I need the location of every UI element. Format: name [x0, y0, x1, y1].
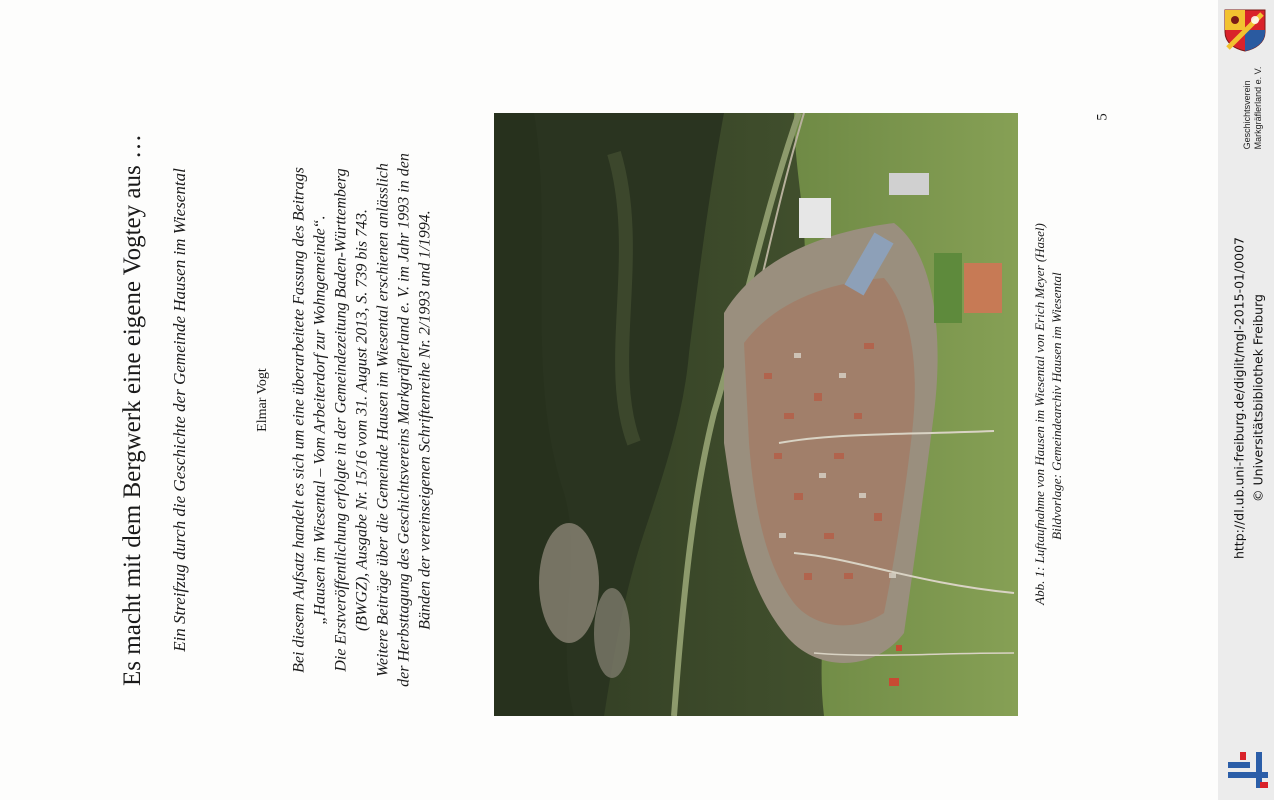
caption-line: Abb. 1: Luftaufnahme von Hausen im Wiesental von Erich Meyer (Hasel) [1032, 223, 1047, 605]
figure-caption [1031, 223, 1065, 605]
aerial-photo [494, 113, 1018, 716]
association-name [1242, 67, 1264, 150]
ub-freiburg-logo-icon [1226, 748, 1270, 790]
article-title: Es macht mit dem Bergwerk eine eigene Vogtey aus … [119, 134, 146, 686]
article-intro [289, 153, 436, 687]
intro-line: (BWGZ), Ausgabe Nr. 15/16 vom 31. August 2013, S. 739 bis 743. [353, 208, 371, 632]
coat-of-arms-icon [1222, 8, 1268, 52]
permalink[interactable]: http://dl.ub.uni-freiburg.de/diglit/mgl-2015-01/0007 [1231, 236, 1247, 560]
intro-line: Bänden der vereinseigenen Schriftenreihe Nr. 2/1993 und 1/1994. [416, 210, 434, 630]
article-author: Elmar Vogt [255, 368, 270, 432]
caption-source: Bildvorlage: Gemeindearchiv Hausen im Wiesental [1049, 272, 1064, 540]
intro-line: „Hausen im Wiesental – Vom Arbeiterdorf zur Wohngemeinde“. [311, 215, 329, 625]
copyright-notice: © Universitätsbibliothek Freiburg [1250, 294, 1266, 502]
intro-line: Weitere Beiträge über die Gemeinde Hausen im Wiesental erschienen anlässlich [374, 163, 392, 677]
association-line: Geschichtsverein [1242, 80, 1252, 150]
intro-line: der Herbsttagung des Geschichtsvereins Markgräflerland e. V. im Jahr 1993 in den [395, 153, 413, 687]
intro-line: Die Erstveröffentlichung erfolgte in der Gemeindezeitung Baden-Württemberg [332, 168, 350, 672]
association-line: Markgräflerland e. V. [1253, 66, 1263, 150]
intro-line: Bei diesem Aufsatz handelt es sich um eine überarbeitete Fassung des Beitrags [290, 167, 308, 673]
article-subtitle: Ein Streifzug durch die Geschichte der Gemeinde Hausen im Wiesental [170, 168, 189, 652]
page-number: 5 [1094, 113, 1111, 121]
